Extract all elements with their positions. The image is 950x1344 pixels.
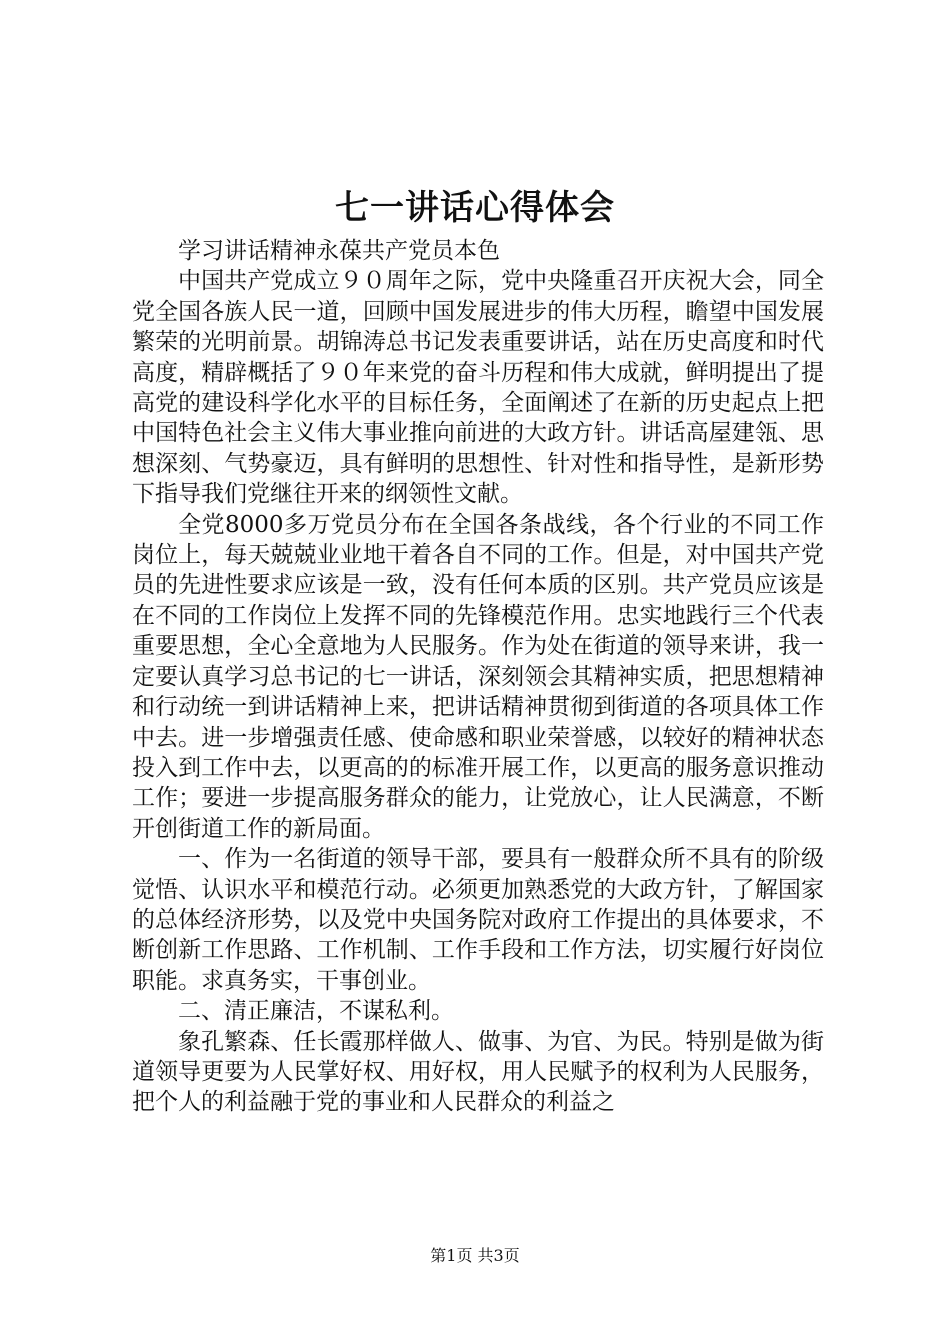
body-paragraph: 中国共产党成立９０周年之际，党中央隆重召开庆祝大会，同全党全国各族人民一道，回顾中国发展进步的伟大历程，瞻望中国发展繁荣的光明前景。胡锦涛总书记发表重要讲话，站在历史高度和时代高度，精辟概括了９０年来党的奋斗历程和伟大成就，鲜明提出了提高党的建设科学化水平的目标任务，全面阐述了在新的历史起点上把中国特色社会主义伟大事业推向前进的大政方针。讲话高屋建瓴、思想深刻、气势豪迈，具有鲜明的思想性、针对性和指导性，是新形势下指导我们党继往开来的纲领性文献。 xyxy=(132,268,824,508)
page-footer: 第1页 共3页 xyxy=(430,1246,520,1265)
document-body xyxy=(132,236,824,1118)
body-paragraph: 二、清正廉洁，不谋私利。 xyxy=(178,998,454,1025)
body-paragraph: 象孔繁森、任长霞那样做人、做事、为官、为民。特别是做为街道领导更要为人民掌好权、用好权，用人民赋予的权利为人民服务，把个人的利益融于党的事业和人民群众的利益之 xyxy=(132,1028,824,1116)
body-paragraph: 全党8000多万党员分布在全国各条战线，各个行业的不同工作岗位上，每天兢兢业业地干着各自不同的工作。但是，对中国共产党员的先进性要求应该是一致，没有任何本质的区别。共产党员应该是在不同的工作岗位上发挥不同的先锋模范作用。忠实地践行三个代表重要思想，全心全意地为人民服务。作为处在街道的领导来讲，我一定要认真学习总书记的七一讲话，深刻领会其精神实质，把思想精神和行动统一到讲话精神上来，把讲话精神贯彻到街道的各项具体工作中去。进一步增强责任感、使命感和职业荣誉感，以较好的精神状态投入到工作中去，以更高的的标准开展工作，以更高的服务意识推动工作；要进一步提高服务群众的能力，让党放心，让人民满意，不断开创街道工作的新局面。 xyxy=(132,511,824,842)
document-title: 七一讲话心得体会 xyxy=(335,188,615,228)
subtitle-paragraph: 学习讲话精神永葆共产党员本色 xyxy=(178,238,500,264)
body-paragraph: 一、作为一名街道的领导干部，要具有一般群众所不具有的阶级觉悟、认识水平和模范行动。必须更加熟悉党的大政方针，了解国家的总体经济形势，以及党中央国务院对政府工作提出的具体要求，不断创新工作思路、工作机制、工作手段和工作方法，切实履行好岗位职能。求真务实，干事创业。 xyxy=(132,846,824,994)
